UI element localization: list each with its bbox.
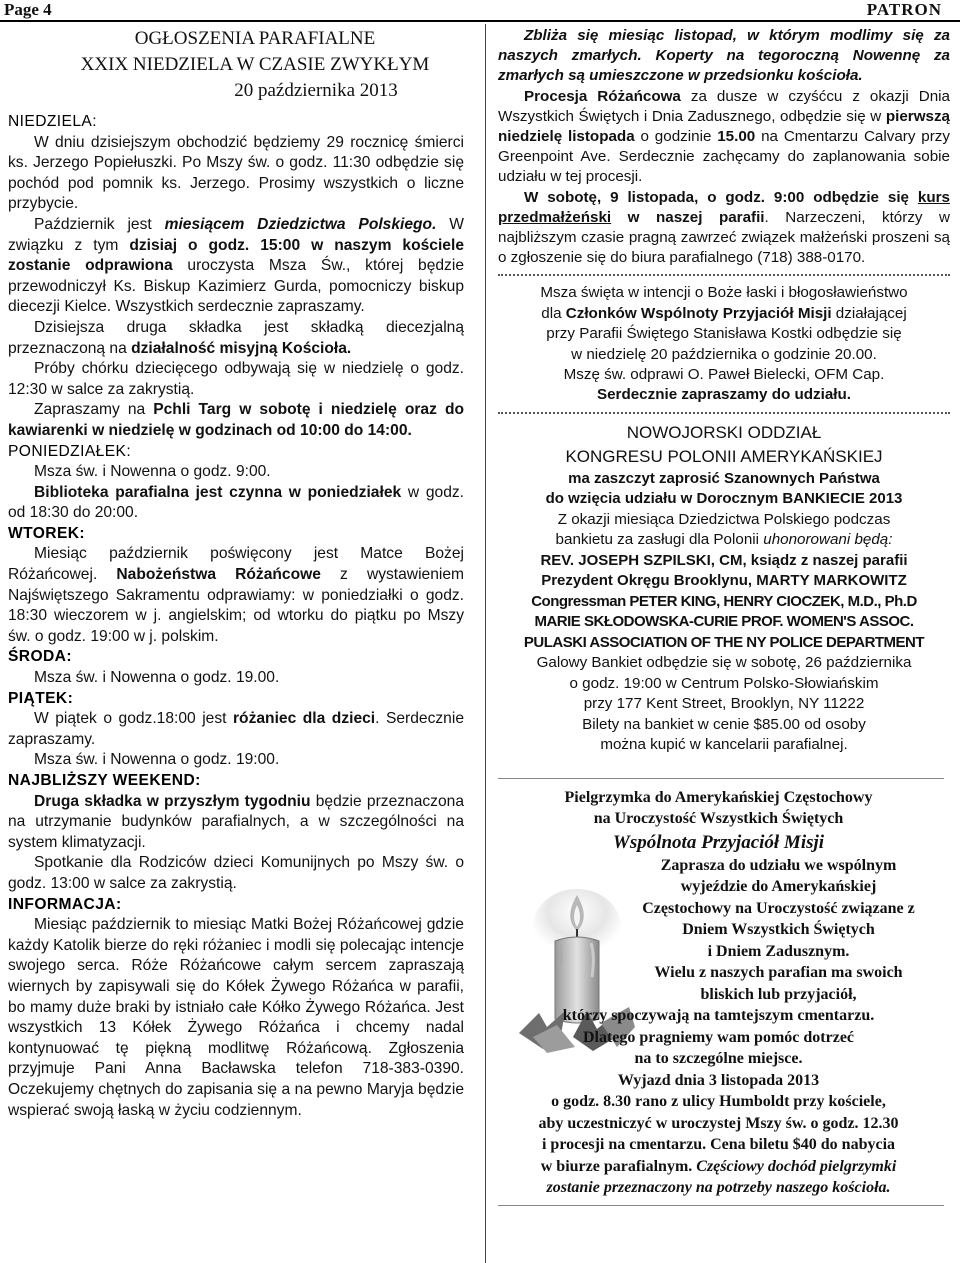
tuesday-paragraph-1: Miesiąc październik poświęcony jest Matce Bożej Różańcowej. Nabożeństwa Różańcowe z wystawieniem Najświętszego Sakramentu odprawiamy: w poniedziałki o godz. 18:30 wieczorem w j. angielskim; od wtorku do piątku po Mszy św. o godz. 19:00 w j. polskim. (8, 545, 464, 645)
november-intro: Zbliża się miesiąc listopad, w którym modlimy się za naszych zmarłych. Koperty na tegoroczną Nowennę za zmarłych są umieszczone w przedsionku kościoła. (498, 27, 950, 85)
sunday-paragraph-4: Próby chórku dziecięcego odbywają się w niedzielę o godz. 12:30 w salce za zakrystią. (8, 360, 464, 398)
sunday-paragraph-5: Zapraszamy na Pchli Targ w sobotę i niedzielę oraz do kawiarenki w niedzielę w godzinach od 10:00 do 14:00. (8, 401, 464, 439)
sunday-paragraph-2: Październik jest miesiącem Dziedzictwa Polskiego. W związku z tym dzisiaj o godz. 15:00 w naszym kościele zostanie odprawiona uroczysta Msza Św., której będzie przewodniczył Ks. Biskup Kazimierz Gurda, pomocniczy biskup diecezji Kielce. Wszystkich serdecznie zapraszamy. (8, 215, 464, 316)
tuesday-heading: WTOREK: (8, 524, 86, 542)
rosary-procession-paragraph: Procesja Różańcowa za dusze w czyśćcu z okazji Dnia Wszystkich Świętych i Dnia Zadusznego, odbędzie się w pierwszą niedzielę listopada o godzinie 15.00 na Cmentarzu Calvary przy Greenpoint Ave. Serdecznie zachęcamy do zaplanowania sobie udziału w tej procesji. (498, 87, 950, 186)
page-header (0, 0, 960, 22)
info-paragraph-1: Miesiąc październik to miesiąc Matki Bożej Różańcowej gdzie każdy Katolik bierze do ręki różaniec i modli się polecając intencje swojego serca. Róże Różańcowe całym sercem zapraszają wiernych by zapisywali się do Kółek Żywego Różańca w parafii, bo mamy duże braki by istniało całe Kółko Żywego Różańca. Jest wszystkich 13 Kółek Żywego Różańca i chcemy nadal kontynuować tę piękną modlitwę Różańcową. Zgłoszenia przyjmuje Pani Anna Bacławska telefon 718-383-0390. Oczekujemy chętnych do zapisania się a na pewno Maryja będzie wspierać swoją łaską w życiu codziennym. (8, 916, 464, 1119)
congress-banquet-notice: NOWOJORSKI ODDZIAŁ KONGRESU POLONII AMERYKAŃSKIEJ ma zaszczyt zaprosić Szanownych Państwa do wzięcia udziału w Dorocznym BANKIECIE 2013 Z okazji miesiąca Dziedzictwa Polskiego podczas bankietu za zasługi dla Polonii uhonorowani będą: REV. JOSEPH SZPILSKI, CM, ksiądz z naszej parafii Prezydent Okręgu Brooklynu, MARTY MARKOWITZ Congressman PETER KING, HENRY CIOCZEK, M.D., Ph.D MARIE SKŁODOWSKA-CURIE PROF. WOMEN'S ASSOC. PULASKI ASSOCIATION OF THE NY POLICE DEPARTMENT Galowy Bankiet odbędzie się w sobotę, 26 października o godz. 19:00 w Centrum Polsko-Słowiańskim przy 177 Kent Street, Brooklyn, NY 11222 Bilety na bankiet w cenie $85.00 od osoby można kupić w kancelarii parafialnej. (523, 422, 925, 754)
sunday-title: XXIX NIEDZIELA W CZASIE ZWYKŁYM (80, 54, 430, 75)
parish-announcements-column (8, 26, 464, 1258)
friday-paragraph-1: W piątek o godz.18:00 jest różaniec dla dzieci. Serdecznie zapraszamy. (8, 710, 464, 748)
pilgrimage-text: Pielgrzymka do Amerykańskiej Częstochowy na Uroczystość Wszystkich Świętych Wspólnota Przyjaciół Misji Zaprasza do udziału we wspólnym wyjeździe do Amerykańskiej Częstochowy na Uroczystość związane z Dniem Wszystkich Świętych i Dniem Zadusznym. Wielu z naszych parafian ma swoich bliskich lub przyjaciół, którzy spoczywają na tamtejszym cmentarzu. Dlatego pragniemy wam pomóc dotrzeć na to szczególne miejsce. Wyjazd dnia 3 listopada 2013 o godz. 8.30 rano z ulicy Humboldt przy kościele, aby uczestniczyć w uroczystej Mszy św. o godz. 12.30 i procesji na cmentarzu. Cena biletu $40 do nabycia w biurze parafialnym. Częściowy dochód pielgrzymki zostanie przeznaczony na potrzeby naszego kościoła. (538, 788, 915, 1197)
dotted-divider (498, 274, 950, 276)
weekend-paragraph-1: Druga składka w przyszłym tygodniu będzie przeznaczona na utrzymanie budynków parafialnych, a w szczególności na system klimatyzacji. (8, 792, 464, 851)
marriage-course-paragraph: W sobotę, 9 listopada, o godz. 9:00 odbędzie się kurs przedmałżeński w naszej parafii. Narzeczeni, którzy w najbliższym czasie pragną zawrzeć związek małżeński proszeni są o zgłoszenie się do biura parafialnego (718) 388-0170. (498, 188, 950, 267)
announcements-date: 20 października 2013 (234, 80, 398, 101)
info-heading: INFORMACJA: (8, 895, 122, 913)
wednesday-paragraph-1: Msza św. i Nowenna o godz. 19.00. (34, 669, 280, 687)
sunday-paragraph-1: W dniu dzisiejszym obchodzić będziemy 29 rocznicę śmierci ks. Jerzego Popiełuszki. Po Mszy św. o godz. 11:30 odbędzie się pochód pod pomnik ks. Jerzego. Prosimy wszystkich o liczne przybycie. (8, 133, 464, 213)
monday-paragraph-1: Msza św. i Nowenna o godz. 9:00. (34, 463, 271, 481)
announcements-title: OGŁOSZENIA PARAFIALNE (134, 28, 376, 49)
friday-heading: PIĄTEK: (8, 689, 74, 707)
weekend-paragraph-2: Spotkanie dla Rodziców dzieci Komunijnych po Mszy św. o godz. 13:00 w salce za zakrystią. (8, 854, 464, 892)
publication-name: PATRON (866, 0, 942, 19)
pilgrimage-box (498, 778, 944, 1206)
monday-heading: PONIEDZIAŁEK: (8, 442, 132, 460)
sunday-paragraph-3: Dzisiejsza druga składka jest składką diecezjalną przeznaczoną na działalność misyjną Kościoła. (8, 318, 464, 357)
sunday-heading: NIEDZIELA: (8, 113, 97, 130)
column-divider (485, 24, 487, 1263)
friday-paragraph-2: Msza św. i Nowenna o godz. 19:00. (34, 751, 280, 769)
mission-mass-notice: Msza święta w intencji o Boże łaski i błogosławieństwo dla Członków Wspólnoty Przyjaciół Misji działającej przy Parafii Świętego Stanisława Kostki odbędzie się w niedzielę 20 października o godzinie 20.00. Mszę św. odprawi O. Paweł Bielecki, OFM Cap. Serdecznie zapraszamy do udziału. (540, 284, 908, 404)
page-number: Page 4 (4, 0, 52, 19)
right-column (498, 26, 950, 1258)
dotted-divider (498, 412, 950, 414)
weekend-heading: NAJBLIŻSZY WEEKEND: (8, 772, 201, 789)
monday-paragraph-2: Biblioteka parafialna jest czynna w poniedziałek w godz. od 18:30 do 20:00. (8, 483, 464, 522)
wednesday-heading: ŚRODA: (8, 648, 72, 666)
